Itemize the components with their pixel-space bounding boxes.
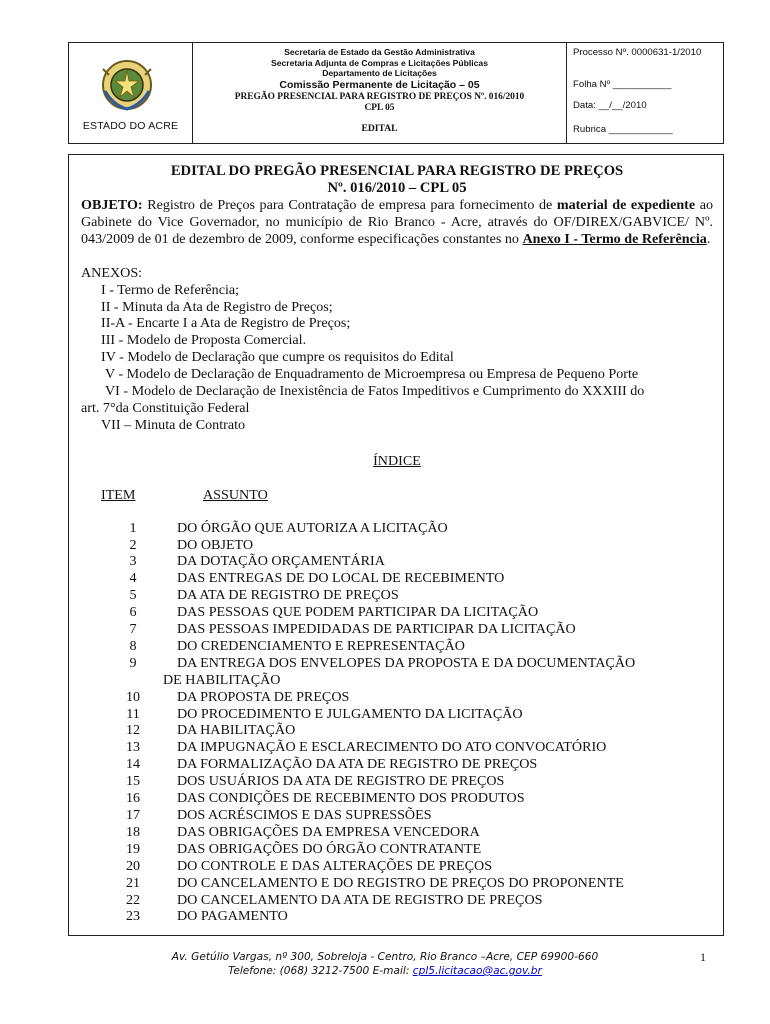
anexo-item-cont: art. 7°da Constituição Federal <box>81 399 250 416</box>
indice-item-number: 19 <box>125 840 141 857</box>
indice-item-subject: DO CANCELAMENTO DA ATA DE REGISTRO DE PREÇOS <box>177 891 543 908</box>
objeto-label: OBJETO: <box>81 197 143 213</box>
footer-contact <box>0 964 770 978</box>
indice-item-subject: DO PROCEDIMENTO E JULGAMENTO DA LICITAÇÃO <box>177 705 523 722</box>
indice-item-number: 21 <box>125 874 141 891</box>
anexo-item: II-A - Encarte I a Ata de Registro de Preços; <box>101 315 351 332</box>
indice-item-subject: DO OBJETO <box>177 536 254 553</box>
objeto-paragraph <box>81 197 713 248</box>
indice-row <box>81 875 713 892</box>
indice-item-subject: DO CONTROLE E DAS ALTERAÇÕES DE PREÇOS <box>177 857 493 874</box>
anexo-item: I - Termo de Referência; <box>101 281 240 298</box>
header-departamento: Departamento de Licitações <box>322 68 437 78</box>
footer-email-link[interactable]: cpl5.licitacao@ac.gov.br <box>412 965 542 977</box>
indice-item-number: 3 <box>129 553 137 570</box>
folha-field: Folha Nº ___________ <box>573 79 672 90</box>
indice-row <box>81 807 713 824</box>
indice-item-subject: DO CREDENCIAMENTO E REPRESENTAÇÃO <box>177 637 465 654</box>
anexo-item: III - Modelo de Proposta Comercial. <box>101 332 307 349</box>
logo-cell <box>69 43 193 143</box>
indice-item-subject: DO CANCELAMENTO E DO REGISTRO DE PREÇOS DO PROPONENTE <box>177 874 624 891</box>
anexo-item: VI - Modelo de Declaração de Inexistência de Fatos Impeditivos e Cumprimento do XXXIII do <box>105 383 645 400</box>
anexo-item: VII – Minuta de Contrato <box>101 416 246 433</box>
indice-item-subject: DOS ACRÉSCIMOS E DAS SUPRESSÕES <box>177 807 432 823</box>
objeto-material: material de expediente <box>556 197 696 213</box>
indice-row <box>81 858 713 875</box>
indice-item-number: 1 <box>129 519 137 536</box>
indice-item-subject: DO ÓRGÃO QUE AUTORIZA A LICITAÇÃO <box>177 519 448 536</box>
header-cpl: CPL 05 <box>364 102 395 113</box>
indice-item-subject: DAS OBRIGAÇÕES DO ÓRGÃO CONTRATANTE <box>177 840 482 857</box>
indice-item-number: 15 <box>125 773 141 790</box>
indice-row <box>81 706 713 723</box>
indice-item-number: 16 <box>125 790 141 807</box>
indice-item-number: 17 <box>125 807 141 823</box>
indice-row <box>81 824 713 841</box>
footer-phone: Telefone: (068) 3212-7500 E-mail: <box>228 965 413 977</box>
indice-item-number: 13 <box>125 739 141 756</box>
objeto-text: Registro de Preços para Contratação de empresa para fornecimento de <box>142 197 557 213</box>
header-edital: EDITAL <box>361 122 398 134</box>
edital-title: EDITAL DO PREGÃO PRESENCIAL PARA REGISTRO DE PREÇOS <box>170 163 624 179</box>
indice-item-subject: DAS PESSOAS QUE PODEM PARTICIPAR DA LICITAÇÃO <box>177 604 539 621</box>
indice-title: ÍNDICE <box>373 452 421 469</box>
header-pregao: PREGÃO PRESENCIAL PARA REGISTRO DE PREÇOS Nº. 016/2010 <box>234 91 525 102</box>
indice-item-subject: DAS ENTREGAS DE DO LOCAL DE RECEBIMENTO <box>177 570 505 587</box>
indice-row <box>81 587 713 604</box>
indice-row <box>81 908 713 925</box>
indice-item-number: 7 <box>129 621 137 638</box>
indice-list <box>81 520 713 926</box>
body-content <box>81 163 713 925</box>
indice-item-subject-cont: DE HABILITAÇÃO <box>163 671 281 688</box>
indice-row <box>81 756 713 773</box>
indice-item-subject: DA PROPOSTA DE PREÇOS <box>177 688 350 705</box>
indice-item-subject: DOS USUÁRIOS DA ATA DE REGISTRO DE PREÇOS <box>177 773 505 790</box>
anexo-item: IV - Modelo de Declaração que cumpre os requisitos do Edital <box>101 349 454 366</box>
indice-item-number: 23 <box>125 908 141 925</box>
indice-row <box>81 537 713 554</box>
indice-item-subject: DA ENTREGA DOS ENVELOPES DA PROPOSTA E DA DOCUMENTAÇÃO <box>177 654 636 671</box>
anexos-label: ANEXOS: <box>81 264 143 281</box>
indice-row <box>81 638 713 655</box>
indice-row <box>81 520 713 537</box>
anexo-item: II - Minuta da Ata de Registro de Preços; <box>101 298 333 315</box>
processo-number: Processo Nº. 0000631-1/2010 <box>573 47 702 58</box>
document-header <box>68 42 724 144</box>
indice-row <box>81 689 713 706</box>
indice-columns <box>81 487 713 504</box>
indice-item-subject: DO PAGAMENTO <box>177 908 288 925</box>
anexo-i-link[interactable]: Anexo I - Termo de Referência <box>522 230 707 247</box>
indice-row <box>81 790 713 807</box>
indice-row <box>81 773 713 790</box>
col-assunto-header: ASSUNTO <box>203 486 268 503</box>
indice-item-number: 2 <box>129 536 137 553</box>
anexo-item: V - Modelo de Declaração de Enquadramento de Microempresa ou Empresa de Pequeno Porte <box>105 366 639 383</box>
edital-number: Nº. 016/2010 – CPL 05 <box>327 180 467 196</box>
objeto-end: . <box>706 230 711 247</box>
page-footer <box>0 950 770 978</box>
indice-item-number: 12 <box>125 722 141 739</box>
rubrica-field: Rubrica ____________ <box>573 124 673 135</box>
indice-item-number: 14 <box>125 756 141 773</box>
indice-item-number: 9 <box>129 654 137 671</box>
indice-row <box>81 892 713 909</box>
footer-address: Av. Getúlio Vargas, nº 300, Sobreloja - Centro, Rio Branco –Acre, CEP 69900-660 <box>171 951 599 963</box>
indice-item-number: 20 <box>125 857 141 874</box>
data-field: Data: __/__/2010 <box>573 100 647 111</box>
indice-row <box>81 553 713 570</box>
indice-row <box>81 604 713 621</box>
header-secretaria-adjunta: Secretaria Adjunta de Compras e Licitações Públicas <box>271 57 488 68</box>
indice-row <box>81 621 713 638</box>
indice-row <box>81 570 713 587</box>
indice-row <box>81 739 713 756</box>
indice-item-subject: DA IMPUGNAÇÃO E ESCLARECIMENTO DO ATO CONVOCATÓRIO <box>177 739 607 756</box>
indice-item-number: 8 <box>129 637 137 654</box>
indice-row <box>81 841 713 858</box>
state-seal-icon <box>99 57 155 113</box>
indice-item-number: 5 <box>129 587 137 604</box>
indice-item-number: 10 <box>125 688 141 705</box>
header-right <box>567 43 723 143</box>
page-number: 1 <box>700 950 706 964</box>
header-comissao: Comissão Permanente de Licitação – 05 <box>279 78 480 91</box>
document-body <box>68 154 724 936</box>
indice-item-subject: DA FORMALIZAÇÃO DA ATA DE REGISTRO DE PREÇOS <box>177 756 538 773</box>
indice-item-subject: DAS OBRIGAÇÕES DA EMPRESA VENCEDORA <box>177 823 480 840</box>
col-item-header: ITEM <box>101 486 136 503</box>
indice-row <box>81 722 713 739</box>
header-secretaria: Secretaria de Estado da Gestão Administrativa <box>284 47 475 57</box>
indice-item-subject: DA ATA DE REGISTRO DE PREÇOS <box>177 587 399 604</box>
indice-item-number: 6 <box>129 604 137 621</box>
indice-item-number: 22 <box>125 891 141 908</box>
indice-item-number: 11 <box>126 705 140 722</box>
indice-item-subject: DA DOTAÇÃO ORÇAMENTÁRIA <box>177 553 385 570</box>
logo-caption: ESTADO DO ACRE <box>82 120 179 132</box>
indice-item-number: 18 <box>125 823 141 840</box>
indice-item-subject: DA HABILITAÇÃO <box>177 722 296 739</box>
indice-item-subject: DAS CONDIÇÕES DE RECEBIMENTO DOS PRODUTOS <box>177 790 525 807</box>
header-center <box>193 43 567 143</box>
objeto-text-2: ao Gabinete do Vice Governador, no município de Rio Branco - Acre, através do OF/DIREX/GABVICE/ Nº. 043/2009 de 01 de dezembro de 2009, conforme especificações constantes no <box>81 197 713 247</box>
indice-item-subject: DAS PESSOAS IMPEDIDADAS DE PARTICIPAR DA LICITAÇÃO <box>177 621 576 638</box>
indice-row <box>81 655 713 672</box>
indice-item-number: 4 <box>129 570 137 587</box>
